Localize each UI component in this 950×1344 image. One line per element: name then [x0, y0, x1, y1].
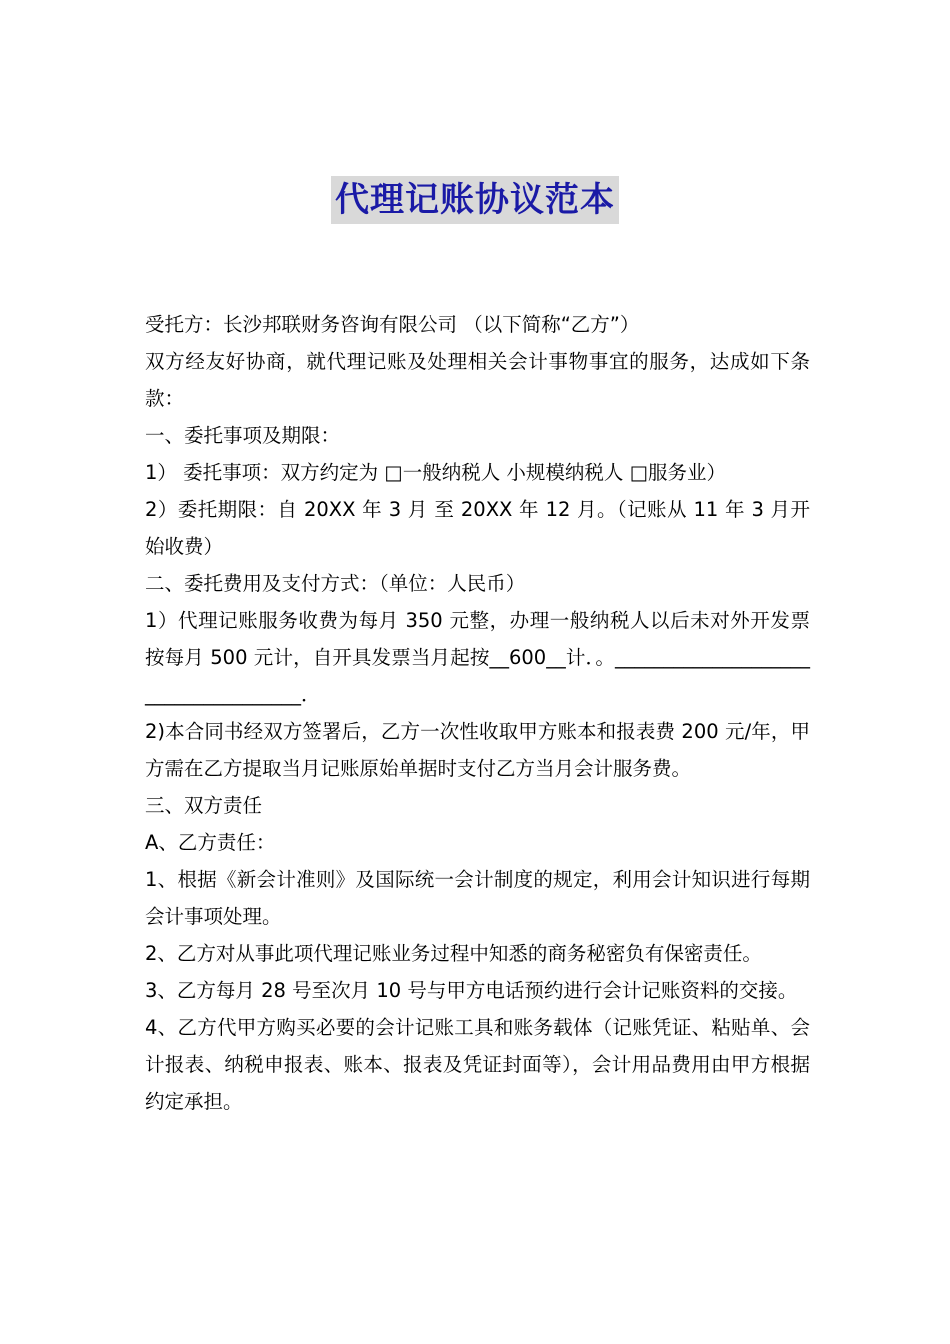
paragraph-entrusted-matters: 1） 委托事项：双方约定为 □一般纳税人 小规模纳税人 □服务业）	[145, 461, 727, 484]
section-heading-responsibilities: 三、双方责任	[145, 794, 263, 817]
paragraph-intro: 双方经友好协商，就代理记账及处理相关会计事物事宜的服务，达成如下条款：	[145, 350, 810, 410]
document-body	[145, 306, 810, 1120]
section-heading-fees: 二、委托费用及支付方式：（单位：人民币）	[145, 572, 526, 595]
paragraph-responsibility-3: 3、乙方每月 28 号至次月 10 号与甲方电话预约进行会计记账资料的交接。	[145, 979, 798, 1002]
paragraph-responsibility-2: 2、乙方对从事此项代理记账业务过程中知悉的商务秘密负有保密责任。	[145, 942, 762, 965]
paragraph-entrusted-period: 2）委托期限：自 20XX 年 3 月 至 20XX 年 12 月。（记账从 11 年 3 月开始收费）	[145, 498, 810, 558]
paragraph-fee-2: 2)本合同书经双方签署后，乙方一次性收取甲方账本和报表费 200 元/年，甲方需在乙方提取当月记账原始单据时支付乙方当月会计服务费。	[145, 720, 810, 780]
document-title: 代理记账协议范本	[331, 176, 619, 224]
paragraph-responsibility-1: 1、根据《新会计准则》及国际统一会计制度的规定，利用会计知识进行每期会计事项处理。	[145, 868, 810, 928]
title-block	[0, 176, 950, 224]
paragraph-trustee: 受托方：长沙邦联财务咨询有限公司 （以下简称“乙方”）	[145, 313, 640, 336]
subsection-heading-party-b: A、乙方责任：	[145, 831, 276, 854]
paragraph-fee-1: 1）代理记账服务收费为每月 350 元整，办理一般纳税人以后未对外开发票按每月 500 元计，自开具发票当月起按__600__计．。____________________________________．	[145, 609, 810, 706]
section-heading-entrusted-matters: 一、委托事项及期限：	[145, 424, 341, 447]
paragraph-responsibility-4: 4、乙方代甲方购买必要的会计记账工具和账务载体（记账凭证、粘贴单、会计报表、纳税申报表、账本、报表及凭证封面等），会计用品费用由甲方根据约定承担。	[145, 1016, 810, 1113]
